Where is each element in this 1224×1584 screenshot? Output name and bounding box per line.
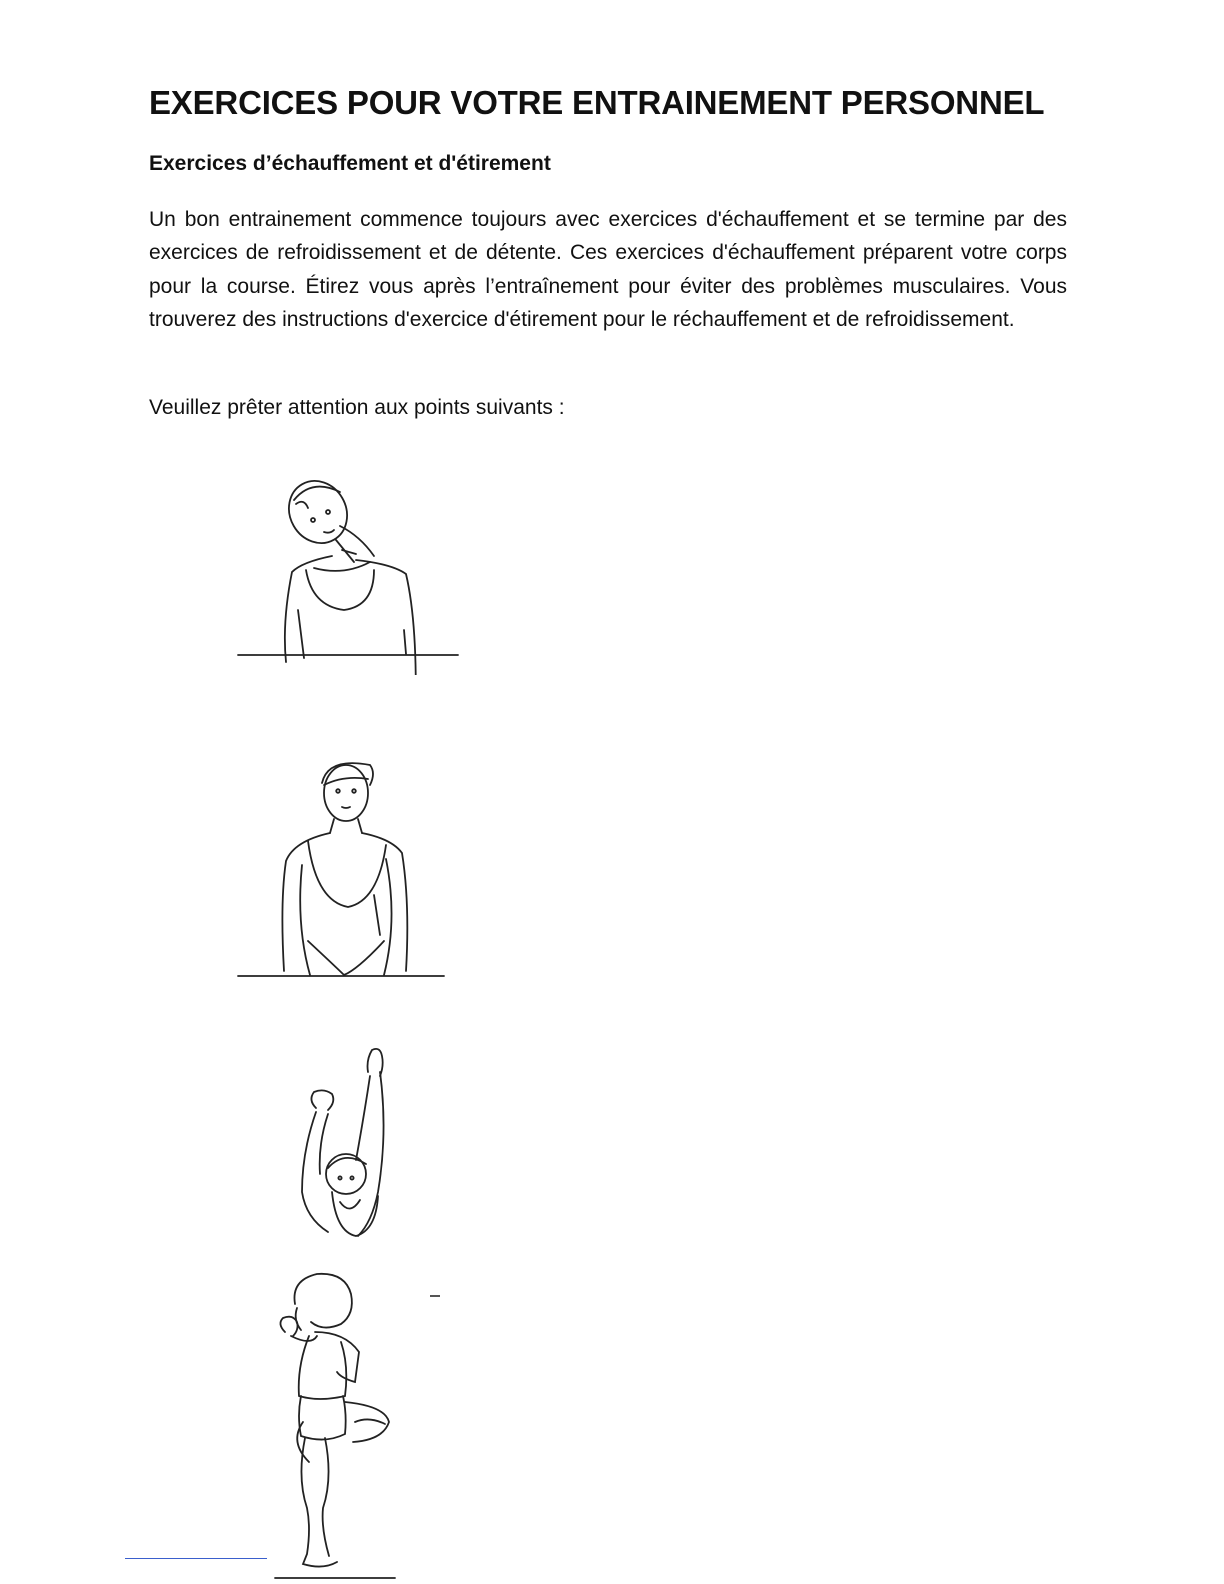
quad-stretch-icon <box>205 1262 430 1582</box>
shoulder-stretch-icon <box>236 745 446 995</box>
footnote-rule <box>125 1558 267 1559</box>
neck-tilt-stretch-icon <box>236 460 476 675</box>
attention-line: Veuillez prêter attention aux points suivants : <box>149 396 565 419</box>
intro-paragraph: Un bon entrainement commence toujours avec exercices d'échauffement et se termine par des exercices de refroidissement et de détente. Ces exercices d'échauffement préparent votre corps pour la course. Étirez vous après l’entraînement pour éviter des problèmes musculaires. Vous trouverez des instructions d'exercice d'étirement pour le réchauffement et de refroidissement. <box>149 208 1067 332</box>
arm-reach-stretch-icon <box>220 1042 442 1252</box>
section-heading: Exercices d’échauffement et d'étirement <box>149 152 551 175</box>
page-title: EXERCICES POUR VOTRE ENTRAINEMENT PERSONNEL <box>149 84 1045 121</box>
